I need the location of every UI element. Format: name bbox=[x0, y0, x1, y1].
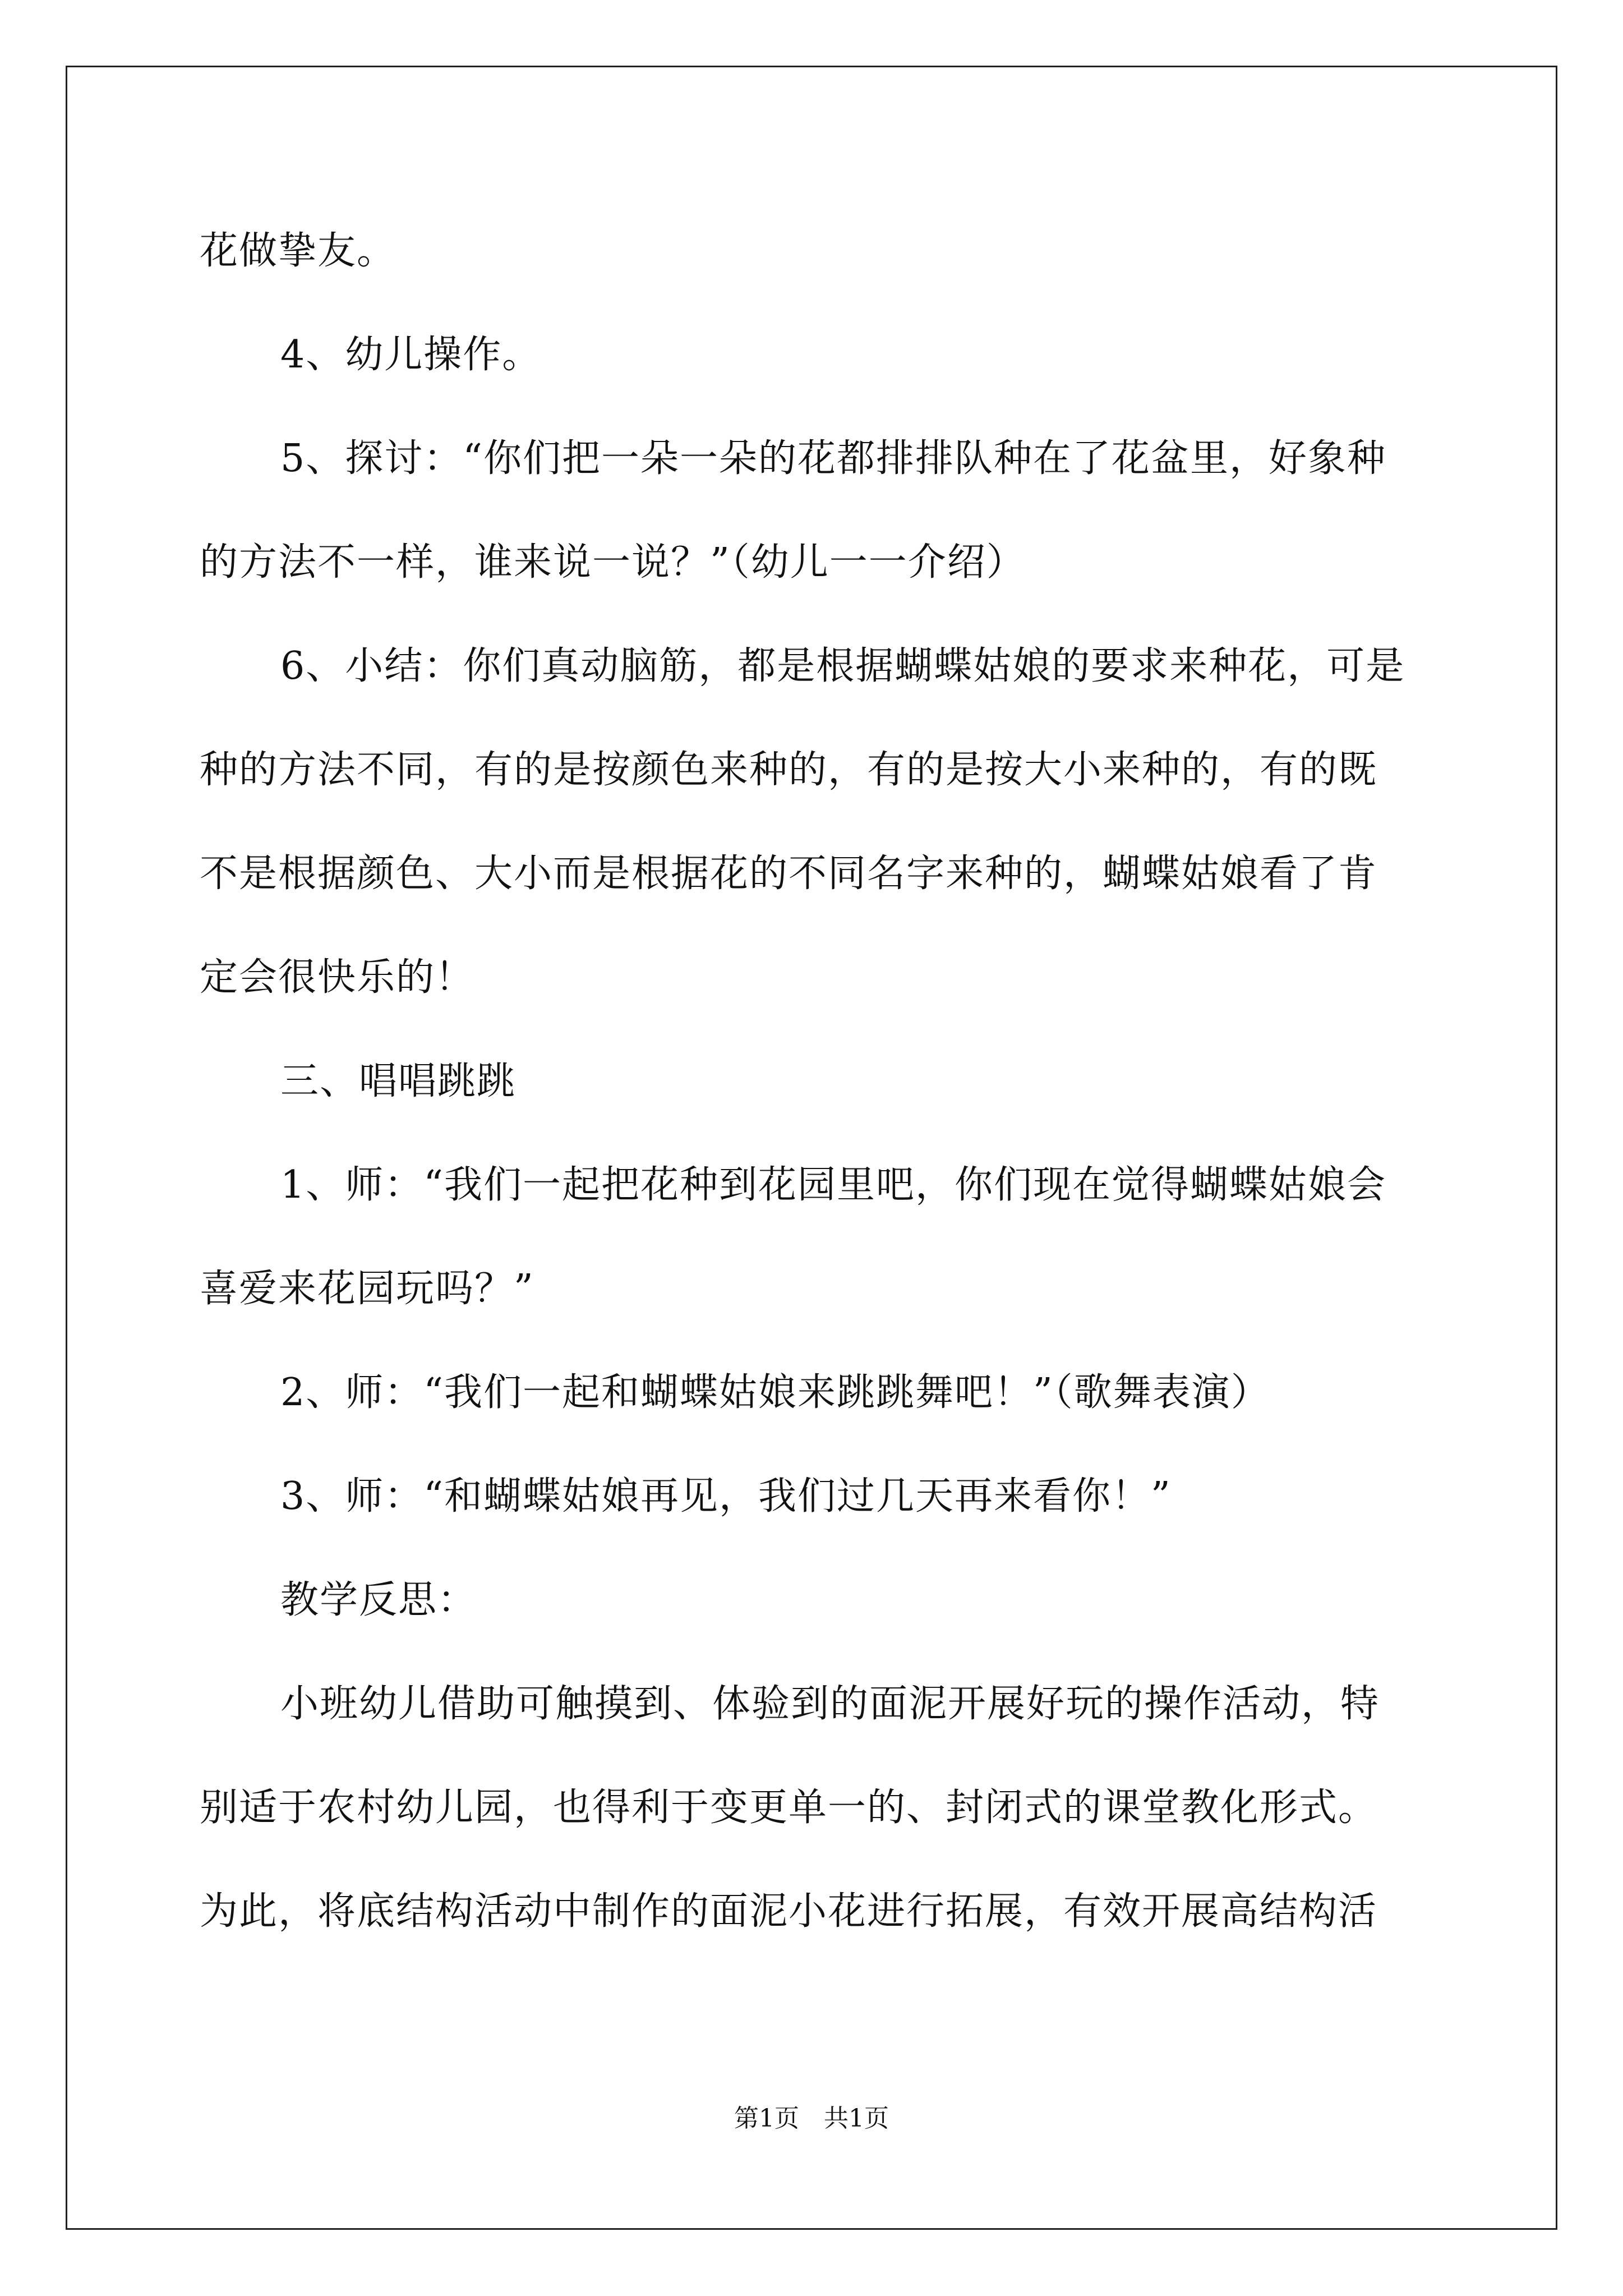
text-line: 的方法不一样，谁来说一说？”（幼儿一一介绍） bbox=[200, 540, 1026, 585]
text-line: 定会很快乐的！ bbox=[200, 955, 475, 1000]
text-line: 3、师：“和蝴蝶姑娘再见，我们过几天再来看你！” bbox=[280, 1474, 1172, 1519]
text-line: 5、探讨：“你们把一朵一朵的花都排排队种在了花盆里，好象种 bbox=[280, 436, 1387, 481]
text-line: 1、师：“我们一起把花种到花园里吧，你们现在觉得蝴蝶姑娘会 bbox=[280, 1163, 1387, 1207]
text-line: 6、小结：你们真动脑筋，都是根据蝴蝶姑娘的要求来种花，可是 bbox=[280, 644, 1405, 688]
text-line: 小班幼儿借助可触摸到、体验到的面泥开展好玩的操作活动，特 bbox=[280, 1682, 1380, 1726]
text-line: 花做挚友。 bbox=[200, 229, 396, 273]
text-line: 为此，将底结构活动中制作的面泥小花进行拓展，有效开展高结构活 bbox=[200, 1889, 1378, 1934]
section-heading: 教学反思： bbox=[280, 1578, 477, 1622]
text-line: 喜爱来花园玩吗？” bbox=[200, 1267, 534, 1311]
text-line: 不是根据颜色、大小而是根据花的不同名字来种的，蝴蝶姑娘看了肯 bbox=[200, 852, 1378, 896]
text-line: 2、师：“我们一起和蝴蝶姑娘来跳跳舞吧！”（歌舞表演） bbox=[280, 1370, 1270, 1415]
page-number: 第1页 共1页 bbox=[734, 2104, 889, 2133]
section-heading: 三、唱唱跳跳 bbox=[280, 1059, 517, 1103]
text-line: 别适于农村幼儿园，也得利于变更单一的、封闭式的课堂教化形式。 bbox=[200, 1786, 1378, 1830]
text-line: 4、幼儿操作。 bbox=[280, 333, 542, 377]
text-line: 种的方法不同，有的是按颜色来种的，有的是按大小来种的，有的既 bbox=[200, 748, 1378, 792]
